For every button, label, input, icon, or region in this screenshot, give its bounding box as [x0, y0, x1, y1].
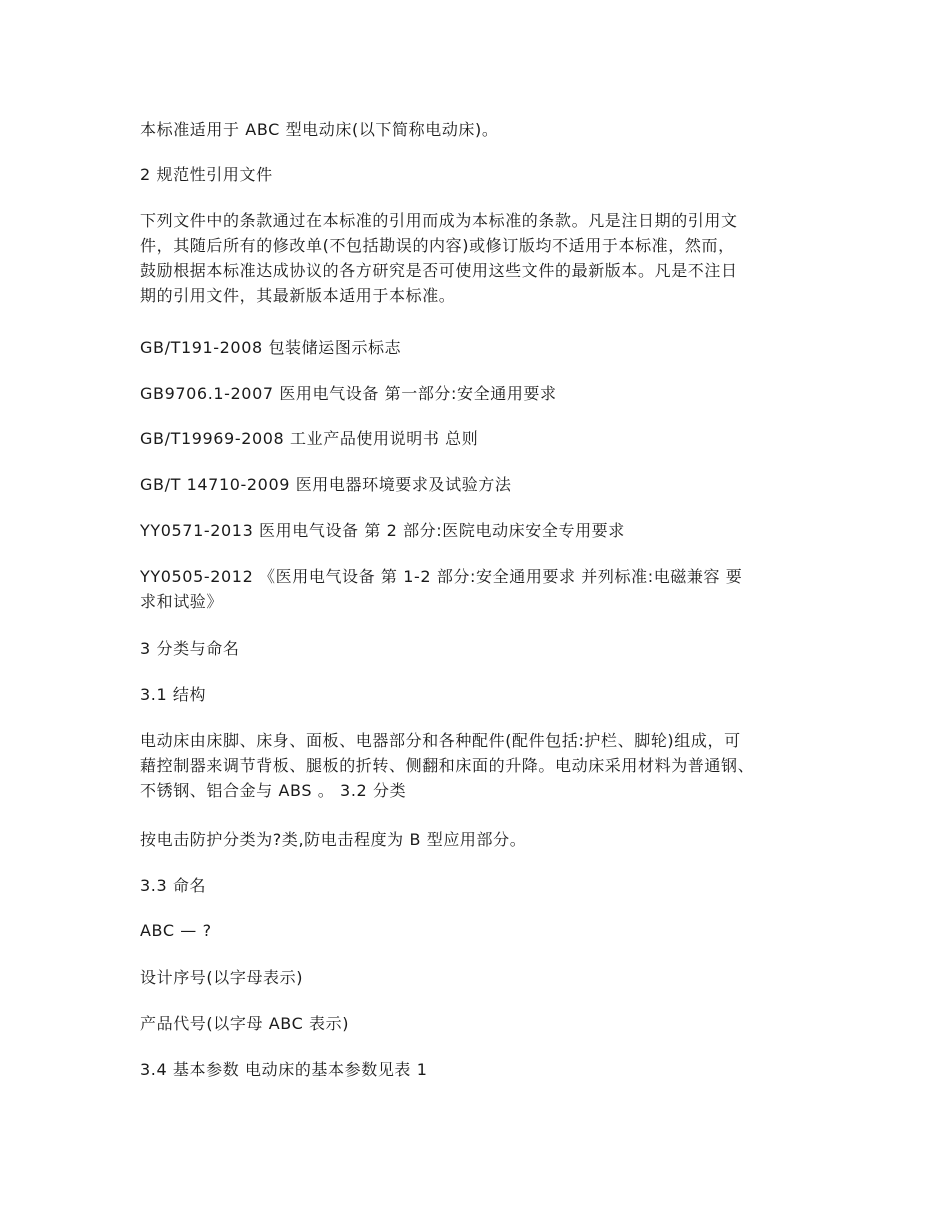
reference-item: YY0505-2012 《医用电气设备 第 1-2 部分:安全通用要求 并列标准:电磁兼容 要 求和试验》: [140, 567, 743, 611]
subsection-heading-structure: 3.1 结构: [140, 685, 207, 704]
naming-design-sequence: 设计序号(以字母表示): [140, 968, 304, 987]
subsection-heading-naming: 3.3 命名: [140, 876, 207, 895]
naming-formula: ABC — ?: [140, 921, 212, 940]
reference-item: GB/T19969-2008 工业产品使用说明书 总则: [140, 429, 479, 448]
references-intro-paragraph: 下列文件中的条款通过在本标准的引用而成为本标准的条款。凡是注日期的引用文 件，其随后所有的修改单(不包括勘误的内容)或修订版均不适用于本标准，然而， 鼓励根据本标准达成协议的各方研究是否可使用这些文件的最新版本。凡是不注日 期的引用文件，其最新版本适用于本标准。: [140, 211, 738, 305]
section-heading-classification: 3 分类与命名: [140, 639, 240, 658]
reference-item: GB/T 14710-2009 医用电器环境要求及试验方法: [140, 475, 512, 494]
structure-paragraph: 电动床由床脚、床身、面板、电器部分和各种配件(配件包括:护栏、脚轮)组成，可 藉控制器来调节背板、腿板的折转、侧翻和床面的升降。电动床采用材料为普通钢、 不锈钢、铝合金与 ABS 。 3.2 分类: [140, 731, 755, 800]
reference-item: YY0571-2013 医用电气设备 第 2 部分:医院电动床安全专用要求: [140, 521, 625, 540]
classification-paragraph: 按电击防护分类为?类,防电击程度为 B 型应用部分。: [140, 830, 527, 849]
scope-paragraph: 本标准适用于 ABC 型电动床(以下简称电动床)。: [140, 120, 499, 139]
reference-item: GB/T191-2008 包装储运图示标志: [140, 338, 402, 357]
naming-product-code: 产品代号(以字母 ABC 表示): [140, 1014, 350, 1033]
section-heading-references: 2 规范性引用文件: [140, 165, 273, 184]
reference-item: GB9706.1-2007 医用电气设备 第一部分:安全通用要求: [140, 384, 557, 403]
subsection-heading-basic-parameters: 3.4 基本参数 电动床的基本参数见表 1: [140, 1060, 428, 1079]
